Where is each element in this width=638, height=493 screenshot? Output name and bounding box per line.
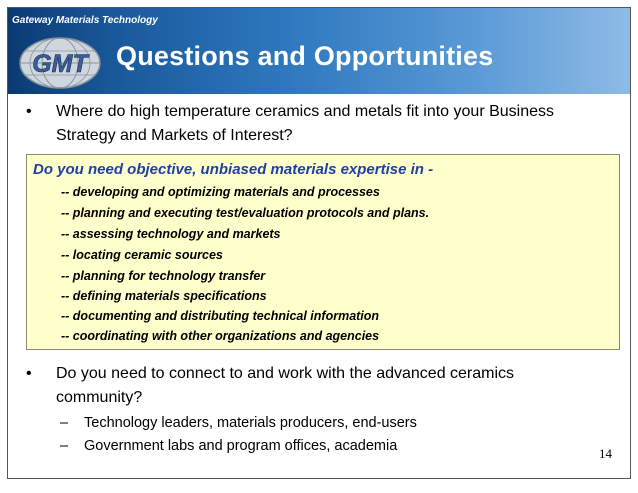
callout-item: -- planning and executing test/evaluation protocols and plans. — [61, 206, 430, 220]
bullet-text — [56, 362, 616, 410]
page-number: 14 — [599, 446, 612, 461]
sub-bullet-text: Technology leaders, materials producers, end-users — [84, 415, 417, 431]
bullet-item — [26, 362, 606, 412]
expertise-callout-box — [26, 154, 620, 350]
callout-item: -- planning for technology transfer — [61, 269, 266, 283]
callout-item: -- defining materials specifications — [61, 289, 267, 303]
callout-heading: Do you need objective, unbiased materials expertise in - — [33, 161, 434, 178]
callout-item: -- documenting and distributing technical information — [61, 309, 380, 323]
org-name: Gateway Materials Technology — [12, 15, 158, 26]
callout-item: -- coordinating with other organizations and agencies — [61, 329, 380, 343]
bullet-item — [26, 100, 606, 150]
bullet-line: Where do high temperature ceramics and metals fit into your Business — [56, 103, 555, 120]
logo-text: GMT — [32, 50, 88, 78]
slide — [7, 7, 631, 479]
callout-item: -- locating ceramic sources — [61, 248, 223, 262]
bullet-line: community? — [56, 389, 143, 406]
sub-bullet-dash: – — [60, 438, 69, 454]
sub-bullet-dash: – — [60, 415, 69, 431]
slide-title: Questions and Opportunities — [116, 41, 494, 71]
gmt-globe-logo — [18, 36, 102, 90]
callout-item: -- developing and optimizing materials and processes — [61, 185, 380, 199]
header-band — [8, 8, 630, 94]
bullet-text — [56, 100, 616, 148]
callout-item: -- assessing technology and markets — [61, 227, 281, 241]
bullet-symbol: • — [26, 365, 32, 382]
bullet-symbol: • — [26, 103, 32, 120]
bullet-line: Do you need to connect to and work with the advanced ceramics — [56, 365, 515, 382]
sub-bullet-text: Government labs and program offices, academia — [84, 438, 398, 454]
bullet-line: Strategy and Markets of Interest? — [56, 127, 293, 144]
